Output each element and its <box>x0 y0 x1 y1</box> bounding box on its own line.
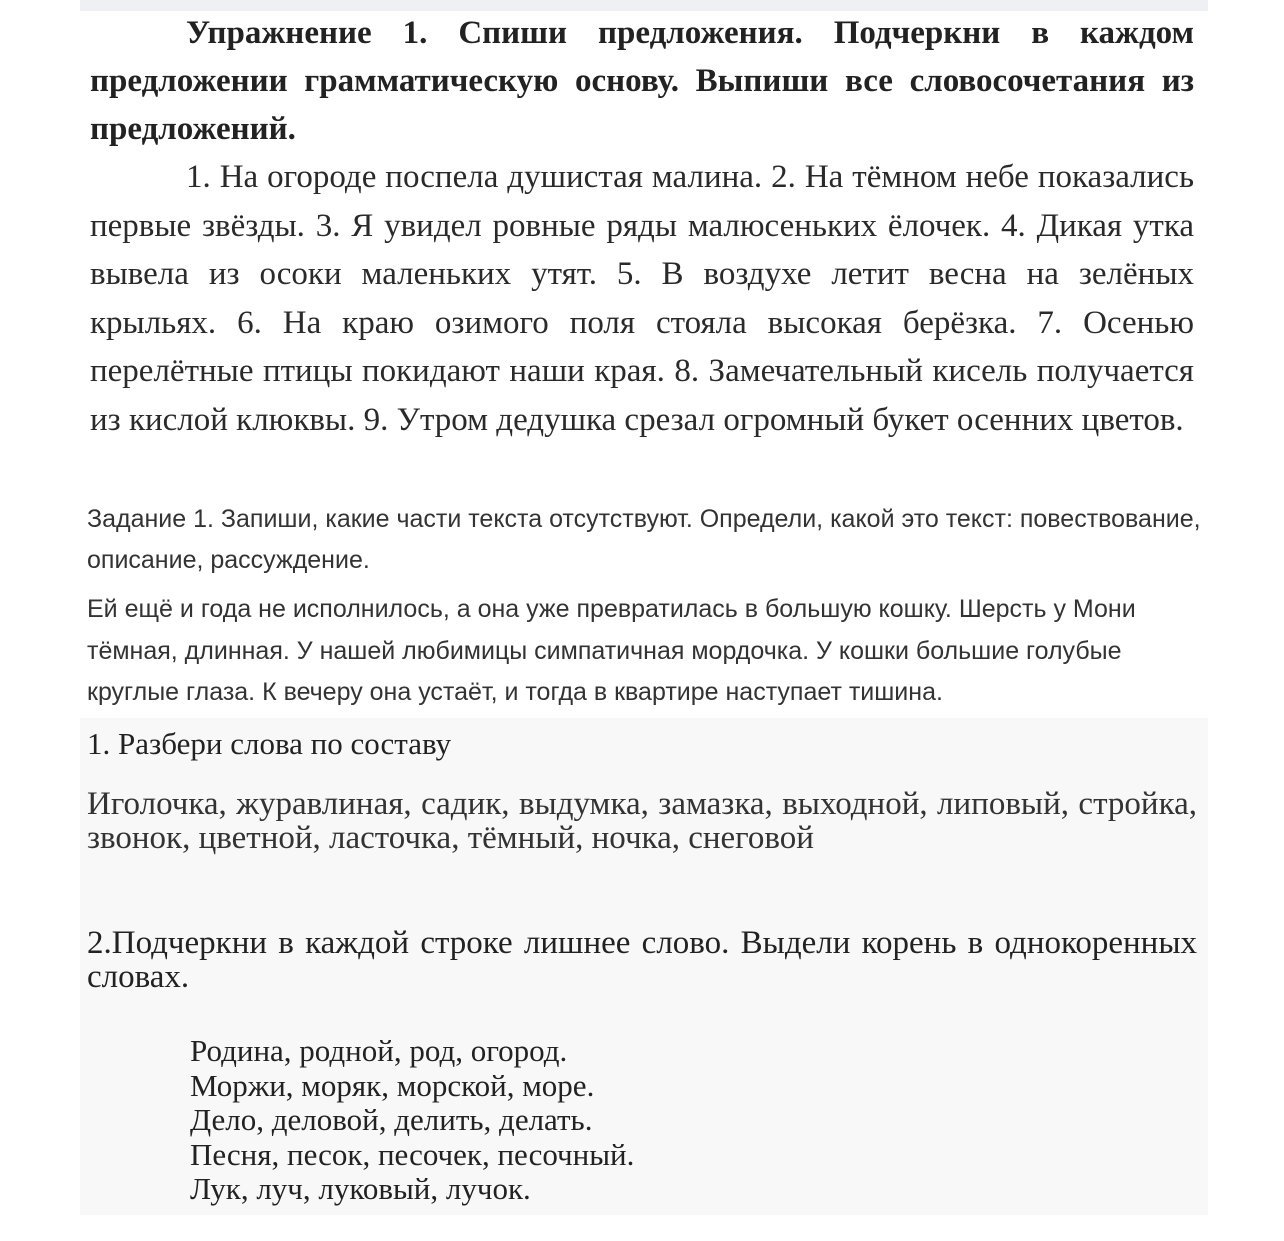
task-2-title: 2.Подчеркни в каждой строке лишнее слово. Выдели корень в однокоренных словах. <box>87 925 1197 995</box>
word-row: Песня, песок, песочек, песочный. <box>190 1136 635 1172</box>
word-row: Дело, деловой, делить, делать. <box>190 1102 593 1137</box>
exercise-1 <box>90 9 1194 444</box>
task-1-text: Ей ещё и года не исполнилось, а она уже превратилась в большую кошку. Шерсть у Мони тёмная, длинная. У нашей любимицы симпатичная мордочка. У кошки большие голубые круглые глаза. К вечеру она устаёт, и тогда в квартире наступает тишина. <box>87 595 1136 706</box>
exercise-1-title: Упражнение 1. Спиши предложения. Подчеркни в каждом предложении грамматическую основу. Выпиши все словосочетания из предложений. <box>90 15 1194 147</box>
task-1-title: Задание 1. Запиши, какие части текста отсутствуют. Определи, какой это текст: повествование, описание, рассуждение. <box>87 505 1201 574</box>
word-row: Лук, луч, луковый, лучок. <box>190 1171 531 1206</box>
word-analysis-section <box>80 718 1208 1215</box>
exercise-1-text: 1. На огороде поспела душистая малина. 2. На тёмном небе показались первые звёзды. 3. Я увидел ровные ряды малюсеньких ёлочек. 4. Дикая утка вывела из осоки маленьких утят. 5. В воздухе летит весна на зелёных крыльях. 6. На краю озимого поля стояла высокая берёзка. 7. Осенью перелётные птицы покидают наши края. 8. Замечательный кисель получается из кислой клюквы. 9. Утром дедушка срезал огромный букет осенних цветов. <box>90 159 1194 438</box>
word-row: Моржи, моряк, морской, море. <box>190 1067 595 1103</box>
word-row: Родина, родной, род, огород. <box>190 1033 568 1068</box>
word-rows <box>190 1034 634 1207</box>
task-1 <box>87 499 1207 714</box>
word-list: Иголочка, журавлиная, садик, выдумка, замазка, выходной, липовый, стройка, звонок, цветной, ласточка, тёмный, ночка, снеговой <box>87 786 1197 856</box>
section-heading: 1. Разбери слова по составу <box>87 726 452 761</box>
